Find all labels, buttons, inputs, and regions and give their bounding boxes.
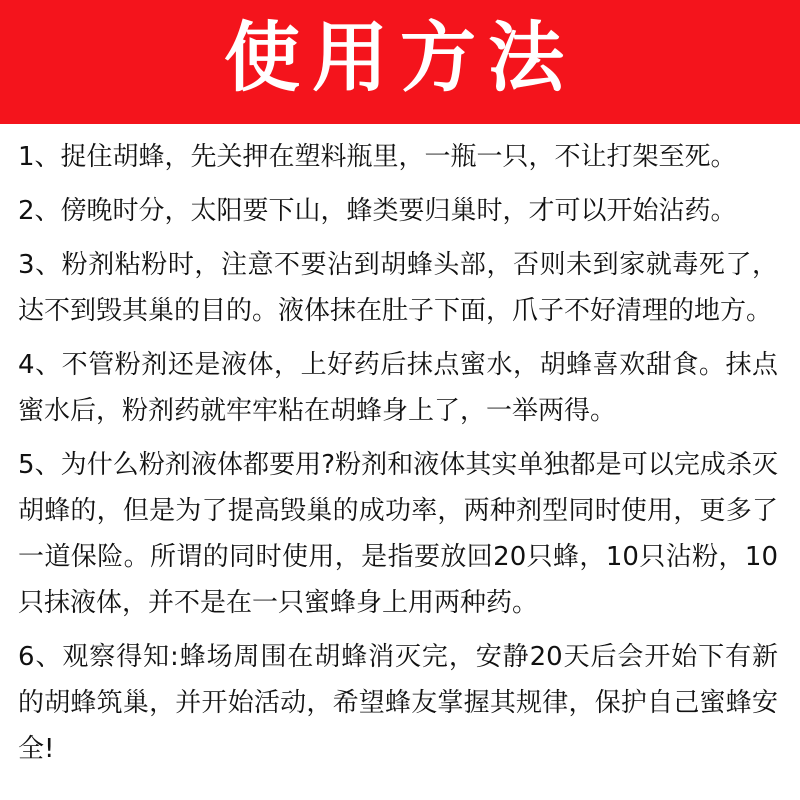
steps-list	[0, 124, 800, 772]
step-item-4: 4、不管粉剂还是液体，上好药后抹点蜜水，胡蜂喜欢甜食。抹点蜜水后，粉剂药就牢牢粘在胡蜂身上了，一举两得。	[18, 350, 778, 426]
step-item-6: 6、观察得知:蜂场周围在胡蜂消灭完，安静20天后会开始下有新的胡蜂筑巢，并开始活动，希望蜂友掌握其规律，保护自己蜜蜂安全!	[18, 642, 778, 764]
step-item-2: 2、傍晚时分，太阳要下山，蜂类要归巢时，才可以开始沾药。	[18, 196, 737, 226]
step-item-3: 3、粉剂粘粉时，注意不要沾到胡蜂头部，否则未到家就毒死了，达不到毁其巢的目的。液体抹在肚子下面，爪子不好清理的地方。	[18, 250, 778, 326]
step-item-1: 1、捉住胡蜂，先关押在塑料瓶里，一瓶一只，不让打架至死。	[18, 142, 737, 172]
page-title: 使用方法	[224, 13, 576, 102]
header-banner	[0, 0, 800, 124]
step-item-5: 5、为什么粉剂液体都要用?粉剂和液体其实单独都是可以完成杀灭胡蜂的，但是为了提高毁巢的成功率，两种剂型同时使用，更多了一道保险。所谓的同时使用，是指要放回20只蜂，10只沾粉，10只抹液体，并不是在一只蜜蜂身上用两种药。	[18, 450, 778, 618]
